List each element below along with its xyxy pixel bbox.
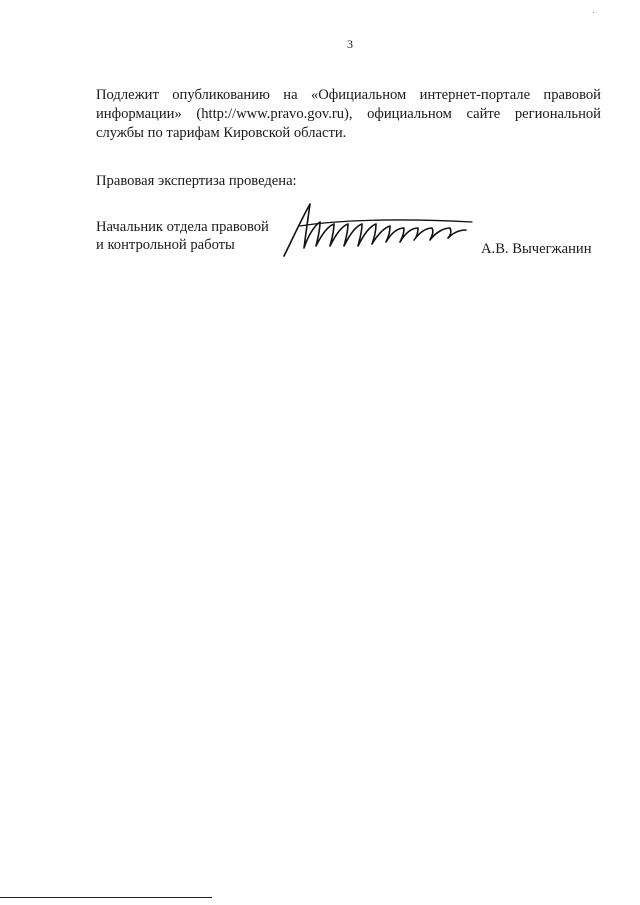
legal-review-note: Правовая экспертиза проведена:: [96, 173, 297, 189]
handwritten-signature: [278, 196, 478, 260]
signer-title-line-2: и контрольной работы: [96, 237, 235, 253]
signer-title-line-1: Начальник отдела правовой: [96, 219, 269, 235]
signature-stroke: [284, 204, 466, 256]
signer-title: [96, 218, 269, 254]
publication-notice-paragraph: Подлежит опубликованию на «Официальном интернет-портале правовой информации» (http://www.pravo.gov.ru), официальном сайте региональной службы по тарифам Кировской области.: [96, 87, 601, 141]
footer-rule: [0, 897, 212, 898]
page-number: 3: [347, 37, 353, 51]
scan-speck: [593, 12, 594, 13]
signature-cross-stroke: [300, 220, 472, 226]
signer-name: А.В. Вычегжанин: [481, 241, 592, 257]
